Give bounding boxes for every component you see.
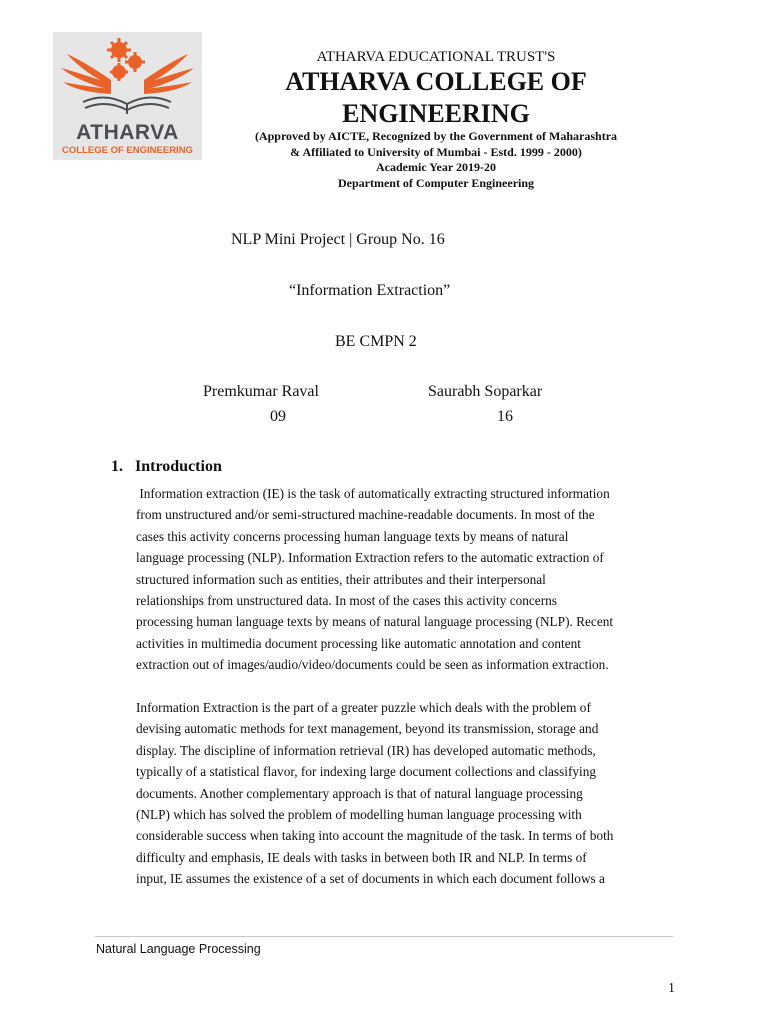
department: Department of Computer Engineering [337, 176, 535, 190]
text-line: language processing (NLP). Information Extraction refers to the automatic extraction of [136, 550, 604, 566]
text-line: input, IE assumes the existence of a set of documents in which each document follows a [136, 871, 605, 887]
project-title: “Information Extraction” [289, 282, 451, 299]
college-name-line1: ATHARVA COLLEGE OF [285, 67, 587, 96]
logo-emblem-icon [53, 32, 202, 122]
text-line: difficulty and emphasis, IE deals with tasks in between both IR and NLP. In terms of [136, 849, 587, 865]
text-line: considerable success when taking into account the magnitude of the task. In terms of both [136, 828, 614, 844]
text-line: cases this activity concerns processing human language texts by means of natural [136, 528, 569, 544]
footer-divider [95, 936, 673, 937]
academic-year: Academic Year 2019-20 [376, 160, 496, 174]
text-line: Information Extraction is the part of a greater puzzle which deals with the problem of [136, 700, 591, 715]
text-line: (NLP) which has solved the problem of modelling human language processing with [136, 807, 582, 823]
section-title: Introduction [135, 458, 222, 475]
college-name [216, 66, 656, 130]
class-name: BE CMPN 2 [335, 333, 417, 350]
college-name-line2: ENGINEERING [342, 99, 530, 128]
logo-subtitle: COLLEGE OF ENGINEERING [62, 145, 193, 156]
text-line: activities in multimedia document processing like automatic annotation and content [136, 635, 581, 651]
text-line: relationships from unstructured data. In most of the cases this activity concerns [136, 593, 557, 609]
member-roll: 09 [270, 408, 286, 425]
approval-line1: (Approved by AICTE, Recognized by the Government of Maharashtra [254, 129, 618, 143]
text-line: typically of a statistical flavor, for indexing large document collections and classifying [136, 764, 597, 780]
trust-name: ATHARVA EDUCATIONAL TRUST'S [316, 49, 556, 65]
text-line: Information extraction (IE) is the task of automatically extracting structured information [136, 486, 610, 501]
text-line: documents. Another complementary approach is that of natural language processing [136, 785, 583, 801]
section-number: 1. [111, 458, 123, 475]
paragraph-1 [136, 483, 681, 676]
text-line: from unstructured and/or semi-structured machine-readable documents. In most of the [136, 507, 595, 523]
college-logo [53, 32, 202, 160]
mini-project-title: NLP Mini Project | Group No. 16 [231, 231, 445, 248]
text-line: extraction out of images/audio/video/documents could be seen as information extraction. [136, 657, 609, 673]
text-line: display. The discipline of information retrieval (IR) has developed automatic methods, [136, 742, 596, 758]
member-roll: 16 [497, 408, 513, 425]
footer-text: Natural Language Processing [96, 942, 261, 956]
member-name: Premkumar Raval [203, 383, 319, 400]
approval-note [216, 128, 656, 160]
approval-line2: & Affiliated to University of Mumbai - Estd. 1999 - 2000) [290, 145, 582, 159]
member-name: Saurabh Soparkar [428, 383, 543, 400]
text-line: structured information such as entities, their attributes and their interpersonal [136, 571, 546, 587]
paragraph-2 [136, 697, 681, 890]
page-number: 1 [668, 981, 675, 996]
text-line: devising automatic methods for text management, beyond its transmission, storage and [136, 721, 599, 737]
text-line: processing human language texts by means of natural language processing (NLP). Recent [136, 614, 614, 630]
logo-name: ATHARVA [76, 121, 179, 144]
section-heading [111, 458, 222, 476]
